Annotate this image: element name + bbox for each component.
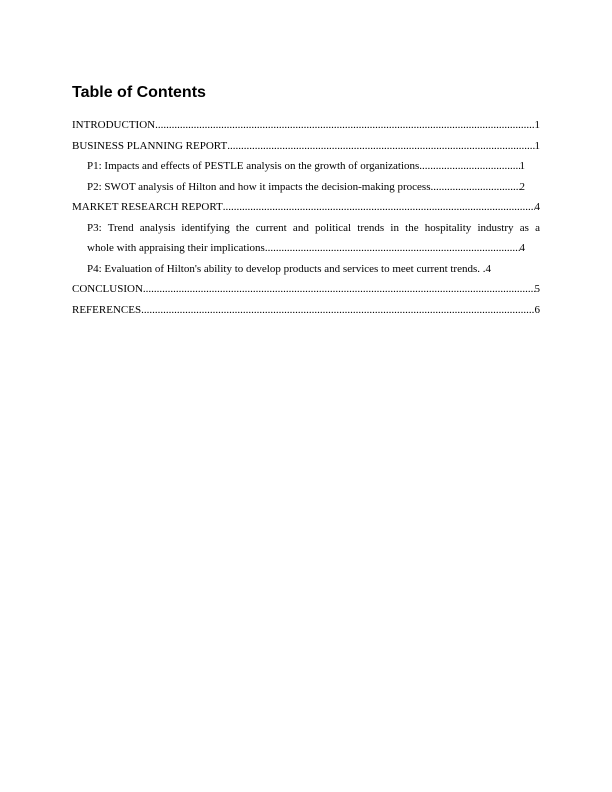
toc-dot-leader — [155, 115, 534, 136]
toc-page-number: 2 — [519, 180, 525, 193]
toc-page-number: 6 — [534, 303, 540, 316]
toc-dot-leader — [431, 177, 520, 198]
toc-entry-label: P4: Evaluation of Hilton's ability to develop products and services to meet current trends. . — [87, 262, 486, 275]
toc-page-number: 4 — [519, 242, 525, 254]
toc-entry-label: REFERENCES — [72, 303, 142, 316]
toc-entry-label: P2: SWOT analysis of Hilton and how it impacts the decision-making process — [87, 180, 431, 193]
toc-page-number: 1 — [534, 119, 540, 131]
toc-page-number: 5 — [534, 283, 540, 295]
toc-page-number: 1 — [534, 139, 540, 152]
toc-dot-leader — [419, 156, 519, 177]
toc-entry-label-line2-row — [87, 238, 525, 259]
toc-entry-p1[interactable] — [72, 156, 525, 177]
toc-entry-label-line2: whole with appraising their implications — [87, 242, 265, 254]
table-of-contents — [72, 115, 540, 320]
toc-entry-references[interactable] — [72, 300, 540, 321]
toc-entry-label: INTRODUCTION — [72, 119, 156, 131]
toc-title: Table of Contents — [72, 84, 206, 101]
toc-dot-leader — [265, 238, 520, 259]
toc-entry-p2[interactable] — [72, 177, 525, 198]
toc-page-number: 1 — [519, 160, 525, 172]
toc-entry-market-research-report[interactable] — [72, 197, 540, 218]
toc-dot-leader — [143, 279, 535, 300]
toc-entry-introduction[interactable] — [72, 115, 540, 136]
toc-dot-leader — [141, 300, 534, 321]
toc-entry-label: P1: Impacts and effects of PESTLE analysis on the growth of organizations — [87, 160, 420, 172]
toc-entry-label: MARKET RESEARCH REPORT — [72, 201, 223, 213]
toc-entry-conclusion[interactable] — [72, 279, 540, 300]
toc-entry-p3[interactable] — [72, 218, 540, 259]
toc-dot-leader — [223, 197, 535, 218]
toc-entry-label: CONCLUSION — [72, 283, 143, 295]
toc-page-number: 4 — [485, 262, 492, 275]
toc-entry-label-line1: P3: Trend analysis identifying the current and political trends in the hospitality industry as a — [87, 221, 540, 234]
toc-page-number: 4 — [534, 201, 540, 213]
toc-entry-p4[interactable] — [72, 259, 525, 280]
toc-entry-label: BUSINESS PLANNING REPORT — [72, 139, 228, 152]
toc-dot-leader — [227, 136, 534, 157]
toc-entry-business-planning-report[interactable] — [72, 136, 540, 157]
